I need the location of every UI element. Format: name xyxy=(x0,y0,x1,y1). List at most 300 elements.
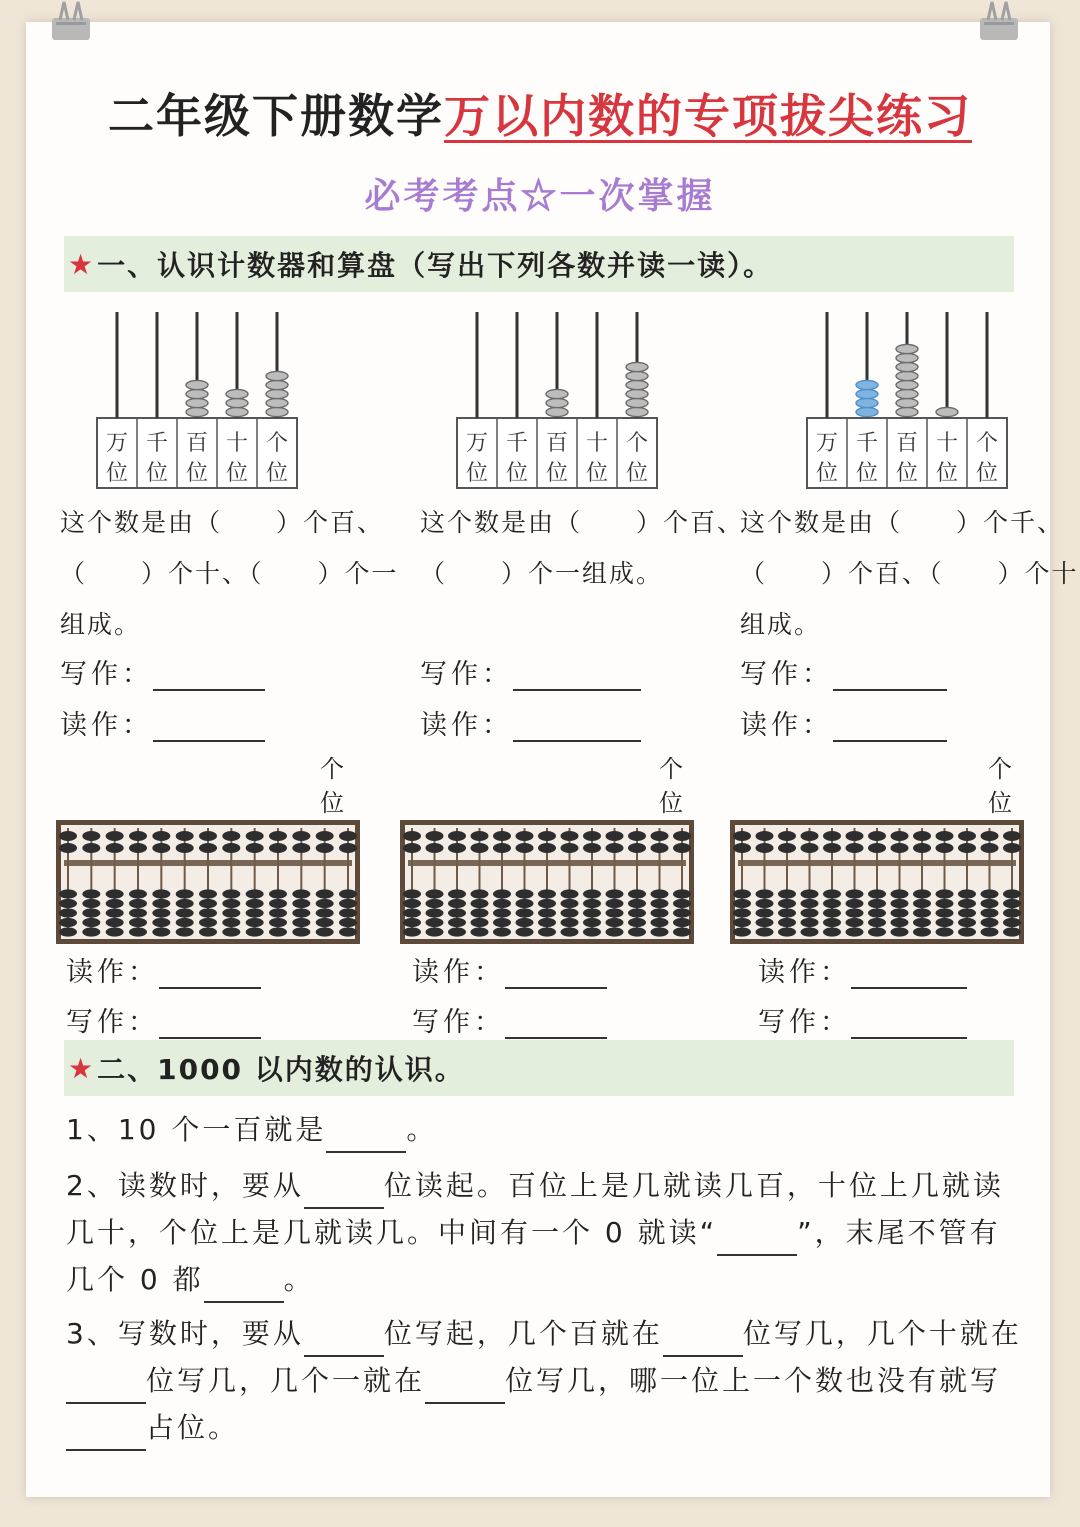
binder-clip-icon xyxy=(50,0,92,42)
abacus-bead xyxy=(606,927,624,936)
abacus-bead xyxy=(651,889,669,898)
read-label: 读作： xyxy=(66,950,261,989)
abacus-bead xyxy=(673,843,691,853)
abacus-bead xyxy=(606,918,624,927)
abacus-3 xyxy=(730,820,1024,944)
abacus-bead xyxy=(222,918,240,927)
abacus-bead xyxy=(292,918,310,927)
abacus-bead xyxy=(801,918,819,927)
abacus-bead xyxy=(448,918,466,927)
abacus-bead xyxy=(756,899,774,908)
abacus-bead xyxy=(106,908,124,917)
abacus-bead xyxy=(316,908,334,917)
abacus-bead xyxy=(516,908,534,917)
section-heading-text: 一、认识计数器和算盘（写出下列各数并读一读）。 xyxy=(97,249,774,282)
abacus-bead xyxy=(106,918,124,927)
abacus-bead xyxy=(339,889,357,898)
abacus-bead xyxy=(913,927,931,936)
counter-bead xyxy=(626,407,648,416)
answer-blank[interactable] xyxy=(833,740,947,742)
answer-blank[interactable] xyxy=(851,987,967,989)
page-subtitle: 必考考点☆一次掌握 xyxy=(364,175,716,217)
abacus-bead xyxy=(868,918,886,927)
abacus-bead xyxy=(673,927,691,936)
abacus-bead xyxy=(129,908,147,917)
abacus-bead xyxy=(913,831,931,841)
abacus-bead xyxy=(403,831,421,841)
abacus-bead xyxy=(176,889,194,898)
abacus-bead xyxy=(958,918,976,927)
section-heading-1 xyxy=(64,236,1014,292)
counter-bead xyxy=(896,407,918,416)
counter-bead xyxy=(266,389,288,398)
abacus-bead xyxy=(823,899,841,908)
abacus-bead xyxy=(538,843,556,853)
abacus-bead xyxy=(936,918,954,927)
abacus-bead xyxy=(913,899,931,908)
place-label-bottom: 位 xyxy=(585,461,609,486)
abacus-bead xyxy=(561,899,579,908)
place-label-top: 百 xyxy=(895,431,919,456)
abacus-bead xyxy=(606,899,624,908)
abacus-bead xyxy=(246,927,264,936)
counter-bead xyxy=(896,398,918,407)
answer-blank[interactable] xyxy=(304,1171,384,1209)
counter-bead xyxy=(186,407,208,416)
abacus-bead xyxy=(801,843,819,853)
abacus-bead xyxy=(493,899,511,908)
counter-bead xyxy=(896,380,918,389)
abacus-bead xyxy=(82,843,100,853)
abacus-1 xyxy=(56,820,360,944)
abacus-bead xyxy=(958,843,976,853)
place-label-bottom: 位 xyxy=(855,461,879,486)
abacus-bead xyxy=(516,927,534,936)
abacus-bead xyxy=(891,831,909,841)
abacus-bead xyxy=(801,899,819,908)
answer-blank[interactable] xyxy=(326,1115,406,1153)
abacus-bead xyxy=(756,889,774,898)
abacus-bead xyxy=(583,908,601,917)
abacus-bead xyxy=(199,899,217,908)
place-label-top: 个 xyxy=(265,431,289,456)
abacus-bead xyxy=(82,927,100,936)
abacus-bead xyxy=(651,918,669,927)
abacus-bead xyxy=(583,843,601,853)
abacus-bead xyxy=(471,843,489,853)
read-label: 读作： xyxy=(420,703,641,742)
abacus-bead xyxy=(628,899,646,908)
place-label-bottom: 位 xyxy=(545,461,569,486)
abacus-bead xyxy=(538,889,556,898)
abacus-bead xyxy=(981,899,999,908)
counter-bead xyxy=(626,362,648,371)
binder-clip-icon xyxy=(978,0,1020,42)
place-label-top: 十 xyxy=(585,431,609,456)
abacus-bead xyxy=(176,927,194,936)
abacus-bead xyxy=(426,908,444,917)
place-label-bottom: 位 xyxy=(815,461,839,486)
counter-bead xyxy=(226,398,248,407)
abacus-bead xyxy=(778,899,796,908)
abacus-bead xyxy=(339,831,357,841)
abacus-bead xyxy=(823,908,841,917)
ones-place-label: 个 位 xyxy=(988,755,1012,817)
abacus-bead xyxy=(269,918,287,927)
answer-blank[interactable] xyxy=(66,1366,146,1404)
abacus-bead xyxy=(538,831,556,841)
question-line: 组成。 xyxy=(60,610,142,639)
counter-bead xyxy=(936,407,958,416)
abacus-bead xyxy=(59,899,77,908)
write-label: 写作： xyxy=(740,652,947,691)
abacus-bead xyxy=(493,927,511,936)
abacus-bead xyxy=(673,908,691,917)
abacus-bead xyxy=(493,908,511,917)
abacus-bead xyxy=(82,908,100,917)
place-label-top: 万 xyxy=(105,431,129,456)
abacus-bead xyxy=(199,843,217,853)
abacus-bead xyxy=(868,927,886,936)
abacus-bead xyxy=(269,927,287,936)
abacus-bead xyxy=(801,908,819,917)
abacus-bead xyxy=(891,899,909,908)
question-line: （ ）个一组成。 xyxy=(420,559,664,588)
abacus-bead xyxy=(176,918,194,927)
abacus-bead xyxy=(471,918,489,927)
answer-blank[interactable] xyxy=(717,1218,797,1256)
abacus-bead xyxy=(733,927,751,936)
abacus-bead xyxy=(981,889,999,898)
answer-blank[interactable] xyxy=(204,1265,284,1303)
abacus-bead xyxy=(538,918,556,927)
section-heading-text: 二、1000 以内数的认识。 xyxy=(97,1053,465,1086)
place-label-top: 个 xyxy=(625,431,649,456)
read-label: 读作： xyxy=(758,950,967,989)
abacus-bead xyxy=(339,908,357,917)
place-label-bottom: 位 xyxy=(935,461,959,486)
abacus-bead xyxy=(583,831,601,841)
abacus-bead xyxy=(778,889,796,898)
abacus-bead xyxy=(59,831,77,841)
abacus-bead xyxy=(292,889,310,898)
abacus-bead xyxy=(891,908,909,917)
abacus-bead xyxy=(733,908,751,917)
star-icon: ★ xyxy=(68,1051,96,1085)
counter-bead xyxy=(626,371,648,380)
abacus-bead xyxy=(176,831,194,841)
star-icon: ★ xyxy=(68,247,96,281)
abacus-bead xyxy=(222,831,240,841)
question-3: 3、写数时，要从 位写起，几个百就在 位写几，几个十就在位写几，几个一就在 位写几，哪一位上一个数也没有就写占位。 xyxy=(66,1310,1026,1451)
abacus-bead xyxy=(561,908,579,917)
abacus-bead xyxy=(292,831,310,841)
counter-bead xyxy=(546,389,568,398)
abacus-bead xyxy=(801,927,819,936)
question-line: （ ）个十、（ ）个一 xyxy=(60,559,399,588)
abacus-bead xyxy=(448,831,466,841)
abacus-bead xyxy=(868,831,886,841)
answer-blank[interactable] xyxy=(159,987,261,989)
read-label: 读作： xyxy=(60,703,265,742)
answer-blank[interactable] xyxy=(851,1037,967,1039)
question-line: 组成。 xyxy=(740,610,822,639)
abacus-bead xyxy=(981,831,999,841)
abacus-bead xyxy=(846,831,864,841)
abacus-bead xyxy=(493,918,511,927)
abacus-bead xyxy=(561,843,579,853)
abacus-bead xyxy=(1003,927,1021,936)
place-label-top: 百 xyxy=(545,431,569,456)
title-black-part: 二年级下册数学 xyxy=(108,89,444,143)
abacus-bead xyxy=(981,843,999,853)
place-label-top: 万 xyxy=(815,431,839,456)
abacus-bead xyxy=(583,927,601,936)
abacus-bead xyxy=(199,831,217,841)
answer-blank[interactable] xyxy=(505,1037,607,1039)
abacus-bead xyxy=(292,843,310,853)
abacus-bead xyxy=(82,831,100,841)
counter-bead xyxy=(266,380,288,389)
abacus-bead xyxy=(538,899,556,908)
abacus-bead xyxy=(778,927,796,936)
abacus-bead xyxy=(936,899,954,908)
abacus-bead xyxy=(199,908,217,917)
abacus-bead xyxy=(936,831,954,841)
abacus-bead xyxy=(801,831,819,841)
abacus-bead xyxy=(823,927,841,936)
abacus-bead xyxy=(801,889,819,898)
abacus-bead xyxy=(673,918,691,927)
abacus-bead xyxy=(561,889,579,898)
ones-place-label: 个 位 xyxy=(320,755,344,817)
counter-bead xyxy=(546,398,568,407)
abacus-bead xyxy=(628,889,646,898)
abacus-bead xyxy=(561,918,579,927)
abacus-bead xyxy=(868,889,886,898)
abacus-bead xyxy=(1003,843,1021,853)
abacus-bead xyxy=(778,918,796,927)
answer-blank[interactable] xyxy=(153,689,265,691)
counter-bead xyxy=(186,389,208,398)
place-label-bottom: 位 xyxy=(625,461,649,486)
abacus-bead xyxy=(606,889,624,898)
abacus-bead xyxy=(403,908,421,917)
abacus-2 xyxy=(400,820,694,944)
page-title xyxy=(0,80,1080,146)
abacus-bead xyxy=(82,889,100,898)
question-line: 这个数是由（ ）个百、 xyxy=(420,508,745,537)
place-label-bottom: 位 xyxy=(895,461,919,486)
abacus-bead xyxy=(129,843,147,853)
abacus-bead xyxy=(129,918,147,927)
abacus-bead xyxy=(448,843,466,853)
answer-blank[interactable] xyxy=(425,1366,505,1404)
abacus-bead xyxy=(516,831,534,841)
place-label-top: 个 xyxy=(975,431,999,456)
counter-bead xyxy=(226,389,248,398)
abacus-bead xyxy=(958,927,976,936)
abacus-bead xyxy=(606,843,624,853)
counter-bead xyxy=(896,371,918,380)
abacus-bead xyxy=(176,899,194,908)
abacus-bead xyxy=(891,918,909,927)
abacus-bead xyxy=(426,899,444,908)
place-label-bottom: 位 xyxy=(975,461,999,486)
abacus-bead xyxy=(733,889,751,898)
answer-blank[interactable] xyxy=(833,689,947,691)
abacus-bead xyxy=(913,889,931,898)
abacus-bead xyxy=(733,843,751,853)
write-label: 写作： xyxy=(412,1000,607,1039)
place-label-top: 十 xyxy=(935,431,959,456)
abacus-bead xyxy=(152,918,170,927)
answer-blank[interactable] xyxy=(513,689,641,691)
abacus-bead xyxy=(292,908,310,917)
abacus-bead xyxy=(756,927,774,936)
abacus-bead xyxy=(339,927,357,936)
answer-blank[interactable] xyxy=(153,740,265,742)
counter-bead xyxy=(186,398,208,407)
answer-blank[interactable] xyxy=(159,1037,261,1039)
place-label-bottom: 位 xyxy=(465,461,489,486)
counter-bead xyxy=(856,380,878,389)
abacus-bead xyxy=(129,889,147,898)
abacus-bead xyxy=(778,831,796,841)
answer-blank[interactable] xyxy=(505,987,607,989)
abacus-bead xyxy=(651,908,669,917)
abacus-bead xyxy=(1003,831,1021,841)
abacus-bead xyxy=(199,889,217,898)
abacus-bead xyxy=(471,927,489,936)
abacus-bead xyxy=(958,889,976,898)
question-line: （ ）个百、（ ）个十 xyxy=(740,559,1079,588)
abacus-bead xyxy=(628,831,646,841)
abacus-bead xyxy=(246,899,264,908)
place-label-bottom: 位 xyxy=(145,461,169,486)
place-label-bottom: 位 xyxy=(505,461,529,486)
abacus-bead xyxy=(292,899,310,908)
abacus-bead xyxy=(59,843,77,853)
counter-bead xyxy=(266,407,288,416)
abacus-bead xyxy=(152,831,170,841)
abacus-bead xyxy=(246,918,264,927)
abacus-bead xyxy=(733,918,751,927)
abacus-bead xyxy=(583,918,601,927)
abacus-bead xyxy=(59,918,77,927)
abacus-bead xyxy=(516,889,534,898)
abacus-bead xyxy=(516,899,534,908)
place-label-bottom: 位 xyxy=(265,461,289,486)
answer-blank[interactable] xyxy=(66,1413,146,1451)
abacus-bead xyxy=(316,927,334,936)
abacus-bead xyxy=(222,889,240,898)
abacus-bead xyxy=(1003,918,1021,927)
abacus-bead xyxy=(339,918,357,927)
abacus-bead xyxy=(1003,889,1021,898)
abacus-bead xyxy=(316,899,334,908)
abacus-bead xyxy=(1003,908,1021,917)
abacus-bead xyxy=(426,831,444,841)
abacus-bead xyxy=(82,899,100,908)
abacus-bead xyxy=(958,831,976,841)
abacus-bead xyxy=(106,831,124,841)
abacus-bead xyxy=(316,918,334,927)
abacus-bead xyxy=(936,843,954,853)
question-1: 1、10 个一百就是 。 xyxy=(66,1106,1026,1153)
counter-bead xyxy=(626,380,648,389)
abacus-bead xyxy=(222,927,240,936)
abacus-bead xyxy=(823,918,841,927)
abacus-bead xyxy=(733,899,751,908)
abacus-bead xyxy=(823,889,841,898)
abacus-bead xyxy=(958,899,976,908)
abacus-bead xyxy=(846,899,864,908)
abacus-bead xyxy=(538,927,556,936)
answer-blank[interactable] xyxy=(663,1319,743,1357)
place-label-bottom: 位 xyxy=(225,461,249,486)
abacus-bead xyxy=(59,889,77,898)
abacus-bead xyxy=(958,908,976,917)
abacus-bead xyxy=(152,908,170,917)
abacus-bead xyxy=(426,843,444,853)
counter-bead xyxy=(626,398,648,407)
counter-bead xyxy=(896,344,918,353)
abacus-bead xyxy=(403,843,421,853)
abacus-bead xyxy=(606,831,624,841)
abacus-bead xyxy=(129,899,147,908)
abacus-bead xyxy=(628,918,646,927)
abacus-bead xyxy=(339,899,357,908)
counter-bead xyxy=(226,407,248,416)
abacus-bead xyxy=(59,908,77,917)
question-line: 这个数是由（ ）个千、 xyxy=(740,508,1065,537)
abacus-bead xyxy=(403,927,421,936)
answer-blank[interactable] xyxy=(304,1319,384,1357)
counter-bead xyxy=(546,407,568,416)
counter-bead xyxy=(266,398,288,407)
counter-bead xyxy=(856,398,878,407)
counting-frame-1 xyxy=(92,300,312,500)
abacus-bead xyxy=(981,927,999,936)
abacus-bead xyxy=(426,927,444,936)
abacus-bead xyxy=(756,918,774,927)
abacus-bead xyxy=(292,927,310,936)
write-label: 写作： xyxy=(66,1000,261,1039)
abacus-bead xyxy=(222,899,240,908)
abacus-bead xyxy=(493,831,511,841)
abacus-bead xyxy=(82,918,100,927)
abacus-bead xyxy=(823,843,841,853)
abacus-bead xyxy=(673,899,691,908)
abacus-bead xyxy=(756,831,774,841)
question-2: 2、读数时，要从 位读起。百位上是几就读几百，十位上几就读几十，个位上是几就读几。中间有一个 0 就读“ ”，末尾不管有几个 0 都 。 xyxy=(66,1162,1026,1303)
place-label-top: 百 xyxy=(185,431,209,456)
abacus-bead xyxy=(1003,899,1021,908)
abacus-bead xyxy=(868,899,886,908)
abacus-bead xyxy=(246,889,264,898)
abacus-bead xyxy=(493,889,511,898)
abacus-bead xyxy=(471,831,489,841)
abacus-bead xyxy=(913,908,931,917)
abacus-bead xyxy=(448,889,466,898)
abacus-bead xyxy=(316,831,334,841)
abacus-bead xyxy=(129,831,147,841)
abacus-bead xyxy=(936,889,954,898)
answer-blank[interactable] xyxy=(513,740,641,742)
abacus-bead xyxy=(561,831,579,841)
abacus-bead xyxy=(176,843,194,853)
